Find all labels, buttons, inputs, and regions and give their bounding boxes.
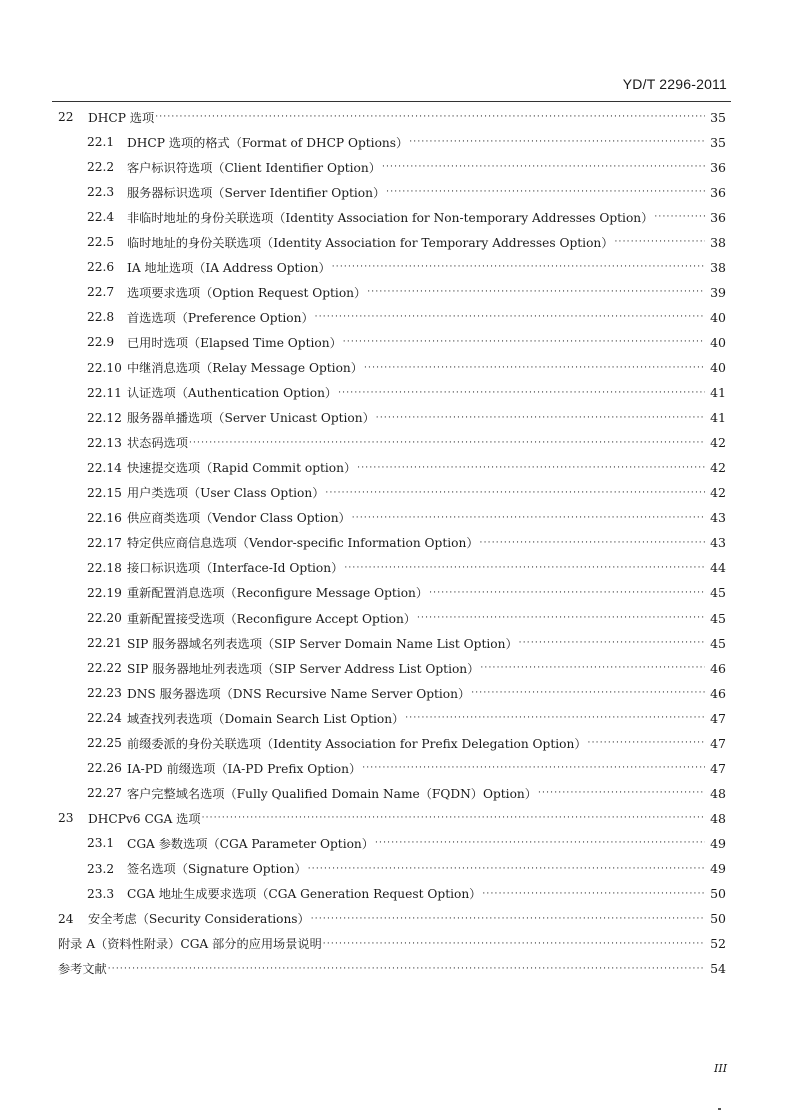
toc-entry-number: 22.25 xyxy=(87,736,122,751)
toc-entry-number: 22.9 xyxy=(87,335,115,350)
toc-entry-number: 22.3 xyxy=(87,185,115,200)
toc-entry-page: 45 xyxy=(710,610,726,626)
toc-entry-page: 48 xyxy=(710,810,726,826)
toc-entry-number: 22.6 xyxy=(87,260,115,275)
toc-entry-page: 43 xyxy=(710,535,726,551)
toc-entry-page: 52 xyxy=(710,936,726,952)
toc-entry[interactable] xyxy=(0,883,800,905)
toc-entry-number: 22.4 xyxy=(87,210,115,225)
toc-leader-dots xyxy=(357,463,705,473)
toc-entry-title: 首选选项（Preference Option） xyxy=(127,310,314,325)
toc-entry-page: 39 xyxy=(710,284,726,300)
toc-entry-page: 41 xyxy=(710,410,726,426)
toc-leader-dots xyxy=(362,763,705,773)
toc-entry-number: 22 xyxy=(58,110,74,124)
toc-entry-title: DNS 服务器选项（DNS Recursive Name Server Option） xyxy=(127,686,471,701)
toc-entry-page: 36 xyxy=(710,159,726,175)
toc-entry-page: 42 xyxy=(710,435,726,451)
toc-entry-number: 23.1 xyxy=(87,836,115,851)
toc-entry-title: 快速提交选项（Rapid Commit option） xyxy=(127,461,357,476)
toc-entry[interactable] xyxy=(0,532,800,554)
toc-entry[interactable] xyxy=(0,382,800,404)
toc-entry-page: 44 xyxy=(710,560,726,576)
toc-entry-title: 非临时地址的身份关联选项（Identity Association for Non-temporary Addresses Option） xyxy=(127,210,654,225)
toc-entry[interactable] xyxy=(0,682,800,704)
toc-leader-dots xyxy=(519,638,705,648)
toc-entry-title: 域查找列表选项（Domain Search List Option） xyxy=(127,711,405,726)
toc-entry[interactable] xyxy=(0,306,800,328)
toc-entry-title: 特定供应商信息选项（Vendor-specific Information Option） xyxy=(127,536,479,551)
toc-entry-title: CGA 地址生成要求选项（CGA Generation Request Option） xyxy=(127,887,482,902)
toc-entry-number: 23.3 xyxy=(87,886,115,901)
toc-entry-page: 49 xyxy=(710,861,726,876)
toc-leader-dots xyxy=(376,413,705,423)
toc-entry[interactable] xyxy=(0,807,800,829)
toc-leader-dots xyxy=(315,312,705,322)
toc-entry-title: 前缀委派的身份关联选项（Identity Association for Prefix Delegation Option） xyxy=(127,736,587,751)
toc-entry-number: 22.10 xyxy=(87,360,122,375)
toc-entry[interactable] xyxy=(0,707,800,729)
toc-entry[interactable] xyxy=(0,432,800,454)
toc-leader-dots xyxy=(344,563,705,573)
toc-entry-title: 安全考虑（Security Considerations） xyxy=(88,912,310,927)
toc-entry[interactable] xyxy=(0,607,800,629)
toc-entry-number: 24 xyxy=(58,911,74,926)
toc-entry-title: 参考文献 xyxy=(58,962,107,977)
toc-entry-number: 22.17 xyxy=(87,535,122,550)
header-rule xyxy=(52,101,731,102)
toc-entry[interactable] xyxy=(0,782,800,804)
toc-entry-page: 36 xyxy=(710,209,726,225)
toc-entry-page: 50 xyxy=(710,886,726,902)
toc-leader-dots xyxy=(367,287,705,297)
toc-entry-title: CGA 参数选项（CGA Parameter Option） xyxy=(127,836,374,851)
toc-entry-page: 50 xyxy=(710,911,726,927)
toc-entry-title: 中继消息选项（Relay Message Option） xyxy=(127,361,363,375)
page-number: III xyxy=(714,1062,728,1075)
toc-entry-number: 22.8 xyxy=(87,310,115,325)
toc-leader-dots xyxy=(352,513,705,523)
toc-entry-title: IA-PD 前缀选项（IA-PD Prefix Option） xyxy=(127,761,362,776)
scan-mark xyxy=(718,1108,721,1110)
toc-entry-title: IA 地址选项（IA Address Option） xyxy=(127,260,331,275)
toc-entry[interactable] xyxy=(0,557,800,579)
toc-leader-dots xyxy=(480,538,705,548)
toc-leader-dots xyxy=(588,738,705,748)
toc-entry-page: 46 xyxy=(710,660,726,676)
toc-leader-dots xyxy=(364,363,705,373)
toc-entry[interactable] xyxy=(0,281,800,303)
toc-entry-page: 35 xyxy=(710,109,726,125)
toc-leader-dots xyxy=(308,864,705,874)
toc-entry[interactable] xyxy=(0,181,800,203)
toc-entry[interactable] xyxy=(0,757,800,779)
toc-leader-dots xyxy=(323,939,705,949)
toc-entry-title: 服务器单播选项（Server Unicast Option） xyxy=(127,411,375,426)
toc-entry-title: DHCP 选项 xyxy=(88,110,155,125)
toc-entry-title: 临时地址的身份关联选项（Identity Association for Temporary Addresses Option） xyxy=(127,235,614,250)
toc-entry[interactable] xyxy=(0,582,800,604)
toc-leader-dots xyxy=(471,688,705,698)
toc-entry-page: 38 xyxy=(710,234,726,250)
toc-leader-dots xyxy=(343,337,705,347)
toc-leader-dots xyxy=(417,613,705,623)
toc-entry[interactable] xyxy=(0,457,800,479)
toc-entry-page: 45 xyxy=(710,585,726,601)
toc-entry-page: 47 xyxy=(710,710,726,726)
toc-entry[interactable] xyxy=(0,858,800,880)
toc-entry-page: 46 xyxy=(710,685,726,701)
toc-leader-dots xyxy=(325,488,705,498)
toc-entry-title: SIP 服务器域名列表选项（SIP Server Domain Name List Option） xyxy=(127,636,518,651)
toc-entry-page: 42 xyxy=(710,460,726,476)
toc-leader-dots xyxy=(386,187,705,197)
toc-entry-page: 49 xyxy=(710,835,726,851)
toc-entry[interactable] xyxy=(0,156,800,178)
toc-entry[interactable] xyxy=(0,908,800,930)
toc-leader-dots xyxy=(429,588,705,598)
toc-entry-number: 22.26 xyxy=(87,761,122,776)
toc-entry-number: 22.20 xyxy=(87,611,122,625)
toc-entry-page: 54 xyxy=(710,961,726,977)
toc-entry[interactable] xyxy=(0,357,800,379)
toc-entry-page: 48 xyxy=(710,785,726,801)
toc-leader-dots xyxy=(405,713,705,723)
toc-entry-page: 43 xyxy=(710,510,726,526)
toc-entry-title: 服务器标识选项（Server Identifier Option） xyxy=(127,185,386,200)
toc-leader-dots xyxy=(108,964,705,974)
toc-entry-title: 客户完整域名选项（Fully Qualified Domain Name（FQDN）Option） xyxy=(127,786,537,801)
toc-entry[interactable] xyxy=(0,482,800,504)
toc-entry[interactable] xyxy=(0,958,800,980)
toc-entry-page: 40 xyxy=(710,334,726,350)
toc-entry-title: 接口标识选项（Interface-Id Option） xyxy=(127,561,344,576)
toc-entry-title: 已用时选项（Elapsed Time Option） xyxy=(127,335,342,350)
toc-entry-number: 22.5 xyxy=(87,235,115,250)
toc-entry-title: 客户标识符选项（Client Identifier Option） xyxy=(127,160,381,175)
toc-entry-page: 38 xyxy=(710,259,726,275)
toc-entry-page: 41 xyxy=(710,385,726,401)
toc-entry-number: 22.15 xyxy=(87,485,122,500)
toc-entry-number: 23 xyxy=(58,811,74,826)
toc-entry-number: 22.23 xyxy=(87,686,122,701)
toc-entry-title: 重新配置接受选项（Reconfigure Accept Option） xyxy=(127,611,416,626)
toc-leader-dots xyxy=(654,212,705,222)
toc-leader-dots xyxy=(311,914,705,924)
toc-entry-number: 22.22 xyxy=(87,661,122,676)
toc-leader-dots xyxy=(409,137,705,147)
toc-entry-page: 42 xyxy=(710,485,726,501)
toc-entry-title: SIP 服务器地址列表选项（SIP Server Address List Option） xyxy=(127,661,480,676)
toc-leader-dots xyxy=(482,889,705,899)
toc-leader-dots xyxy=(375,838,705,848)
toc-entry-title: 用户类选项（User Class Option） xyxy=(127,486,325,501)
toc-entry-number: 22.16 xyxy=(87,510,122,525)
toc-leader-dots xyxy=(614,237,705,247)
toc-entry-number: 22.13 xyxy=(87,435,122,450)
toc-entry[interactable] xyxy=(0,131,800,153)
toc-entry[interactable] xyxy=(0,206,800,228)
toc-entry[interactable] xyxy=(0,331,800,353)
document-code: YD/T 2296-2011 xyxy=(622,76,727,92)
toc-entry-number: 22.12 xyxy=(87,410,122,425)
toc-leader-dots xyxy=(382,162,705,172)
toc-entry-title: DHCP 选项的格式（Format of DHCP Options） xyxy=(127,135,409,150)
toc-entry-title: 签名选项（Signature Option） xyxy=(127,862,307,876)
toc-entry-number: 22.1 xyxy=(87,135,115,150)
toc-entry-number: 22.18 xyxy=(87,560,122,575)
toc-entry[interactable] xyxy=(0,657,800,679)
toc-entry[interactable] xyxy=(0,732,800,754)
toc-leader-dots xyxy=(338,388,705,398)
toc-entry[interactable] xyxy=(0,256,800,278)
toc-entry[interactable] xyxy=(0,632,800,654)
toc-entry[interactable] xyxy=(0,407,800,429)
toc-leader-dots xyxy=(202,813,705,823)
toc-entry[interactable] xyxy=(0,106,800,128)
toc-entry-number: 22.14 xyxy=(87,460,122,475)
toc-entry-number: 22.2 xyxy=(87,160,115,175)
toc-entry-number: 22.21 xyxy=(87,636,122,651)
toc-entry-title: 状态码选项 xyxy=(127,436,188,451)
toc-entry-title: 认证选项（Authentication Option） xyxy=(127,386,338,401)
toc-entry-number: 22.27 xyxy=(87,786,122,801)
toc-entry-page: 36 xyxy=(710,184,726,200)
toc-entry-title: 重新配置消息选项（Reconfigure Message Option） xyxy=(127,586,429,601)
toc-leader-dots xyxy=(480,663,705,673)
toc-entry-page: 40 xyxy=(710,360,726,375)
toc-entry-title: 选项要求选项（Option Request Option） xyxy=(127,285,367,300)
toc-entry-number: 22.19 xyxy=(87,585,122,600)
toc-entry-page: 45 xyxy=(710,635,726,651)
toc-entry-number: 23.2 xyxy=(87,861,115,876)
toc-entry[interactable] xyxy=(0,507,800,529)
toc-entry-title: DHCPv6 CGA 选项 xyxy=(88,811,201,826)
toc-entry-page: 35 xyxy=(710,134,726,150)
toc-entry-number: 22.7 xyxy=(87,285,115,300)
toc-leader-dots xyxy=(155,112,705,122)
toc-entry[interactable] xyxy=(0,231,800,253)
toc-entry-title: 供应商类选项（Vendor Class Option） xyxy=(127,511,351,526)
toc-leader-dots xyxy=(189,438,705,448)
toc-entry[interactable] xyxy=(0,832,800,854)
toc-entry-number: 22.24 xyxy=(87,711,122,726)
toc-entry-number: 22.11 xyxy=(87,385,122,400)
toc-entry-page: 40 xyxy=(710,309,726,325)
toc-leader-dots xyxy=(538,788,705,798)
toc-entry-page: 47 xyxy=(710,760,726,776)
toc-entry-title: 附录 A（资料性附录）CGA 部分的应用场景说明 xyxy=(58,937,322,952)
toc-entry-page: 47 xyxy=(710,735,726,751)
toc-entry[interactable] xyxy=(0,933,800,955)
toc-leader-dots xyxy=(332,262,705,272)
